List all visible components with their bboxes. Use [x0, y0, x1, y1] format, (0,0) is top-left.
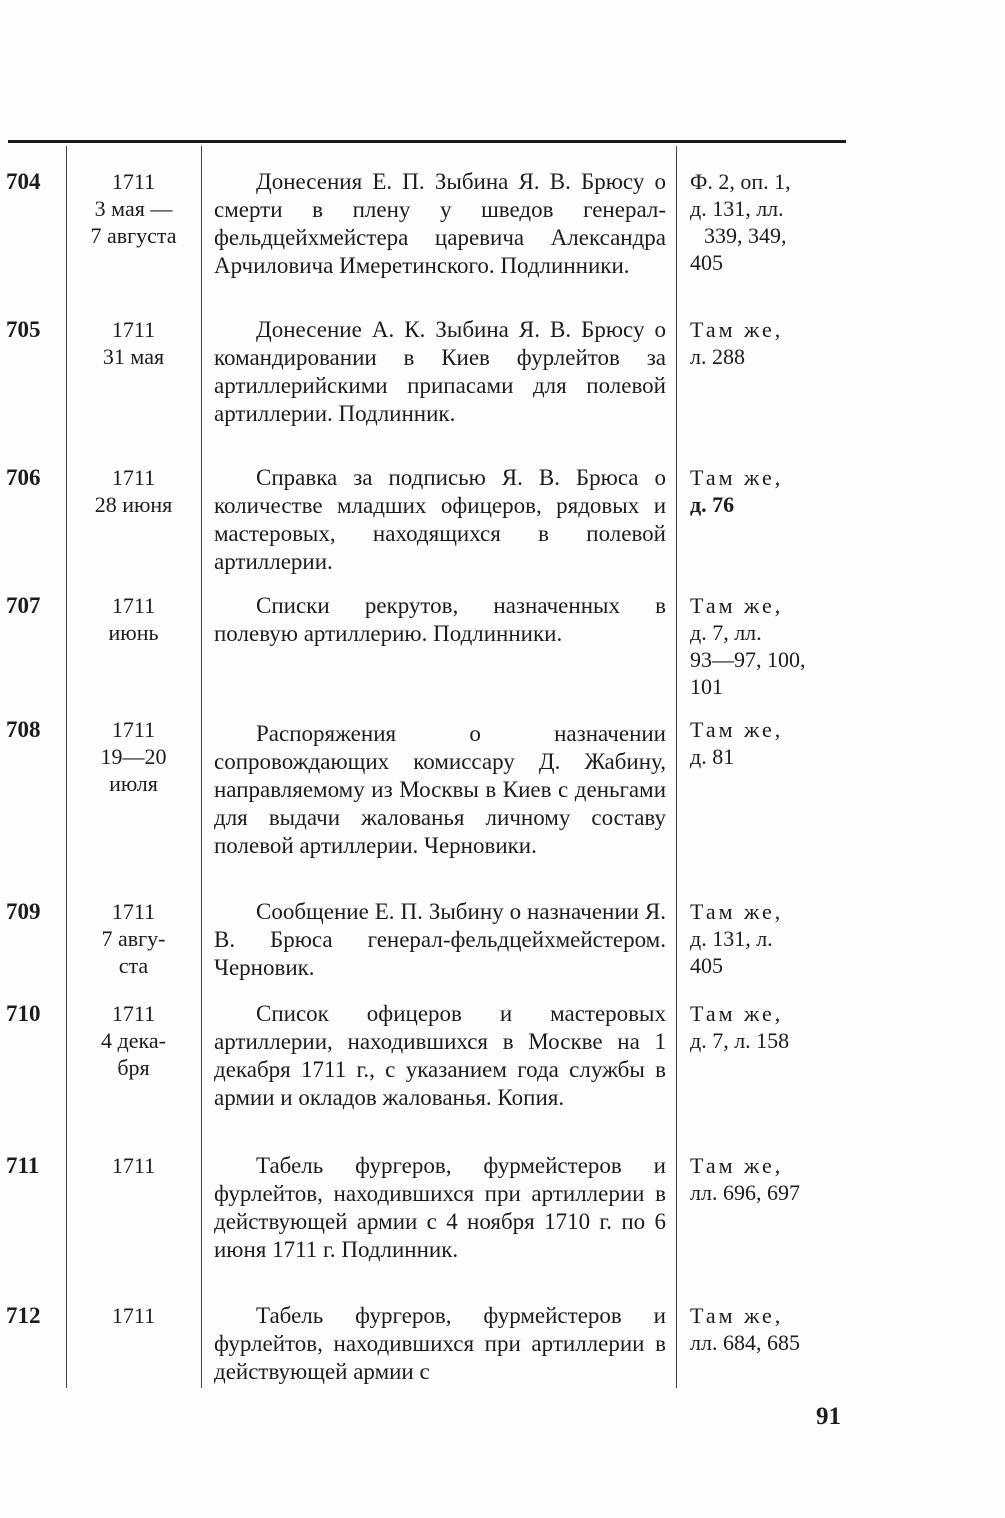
column-divider-date: [201, 146, 202, 1388]
entry-description: Списки рекрутов, назначенных в полевую артиллерию. Подлинники.: [214, 593, 666, 646]
entry-number: 707: [6, 593, 41, 618]
entry-number: 712: [6, 1303, 41, 1328]
entry-date: 1711 7 авгу- ста: [101, 899, 166, 978]
entry-reference: Там же, д. 81: [690, 717, 784, 769]
entry-date: 1711 3 мая — 7 августа: [90, 169, 177, 248]
top-rule: [8, 140, 846, 143]
entry-number: 710: [6, 1001, 41, 1026]
entry-description: Сообщение Е. П. Зыбину о назначении Я. В. Брюса генерал-фельдцейхмейстером. Черновик.: [214, 899, 666, 980]
entry-description: Распоряжения о назначении сопровождающих комиссару Д. Жабину, направляемому из Москвы в Киев с деньгами для выдачи жалованья личному составу полевой артиллерии. Черновики.: [214, 721, 666, 858]
entry-reference: Там же, лл. 684, 685: [690, 1303, 800, 1355]
entry-number: 704: [6, 169, 41, 194]
entry-description: Справка за подписью Я. В. Брюса о количестве младших офицеров, рядовых и мастеровых, находящихся в полевой артиллерии.: [214, 465, 666, 574]
entry-description: Табель фургеров, фурмейстеров и фурлейтов, находившихся при артиллерии в действующей армии с 4 ноября 1710 г. по 6 июня 1711 г. Подлинник.: [214, 1153, 666, 1262]
entry-reference: Ф. 2, оп. 1, д. 131, лл. 339, 349, 405: [690, 169, 791, 275]
entry-number: 705: [6, 317, 41, 342]
entry-date: 1711 28 июня: [94, 465, 173, 517]
entry-reference: Там же, д. 7, лл. 93—97, 100, 101: [690, 593, 806, 699]
entry-description: Табель фургеров, фурмейстеров и фурлейтов, находившихся при артиллерии в действующей армии с: [214, 1303, 666, 1384]
entry-number: 706: [6, 465, 41, 490]
page-number: 91: [816, 1403, 841, 1430]
entry-reference: Там же, д. 76: [690, 465, 784, 517]
entry-date: 1711: [111, 1303, 156, 1328]
column-divider-number: [66, 146, 67, 1388]
entry-date: 1711 19—20 июля: [100, 717, 167, 796]
entry-reference: Там же, д. 7, л. 158: [690, 1001, 790, 1053]
entry-date: 1711 июнь: [108, 593, 159, 645]
entry-description: Донесения Е. П. Зыбина Я. В. Брюсу о смерти в плену у шведов генерал-фельдцейхмейстера царевича Александра Арчиловича Имеретинского. Подлинники.: [214, 169, 666, 278]
entry-date: 1711: [111, 1153, 156, 1178]
column-divider-reference: [676, 146, 677, 1388]
entry-reference: Там же, л. 288: [690, 317, 784, 369]
entry-description: Донесение А. К. Зыбина Я. В. Брюсу о командировании в Киев фурлейтов за артиллерийскими припасами для полевой артиллерии. Подлинник.: [214, 317, 666, 426]
entry-description: Список офицеров и мастеровых артиллерии, находившихся в Москве на 1 декабря 1711 г., с указанием года службы в армии и окладов жалованья. Копия.: [214, 1001, 666, 1110]
entry-reference: Там же, д. 131, л. 405: [690, 899, 784, 978]
entry-number: 708: [6, 717, 41, 742]
entry-date: 1711 4 дека- бря: [101, 1001, 166, 1080]
entry-number: 709: [6, 899, 41, 924]
entry-date: 1711 31 мая: [102, 317, 165, 369]
entry-number: 711: [6, 1153, 40, 1178]
entry-reference: Там же, лл. 696, 697: [690, 1153, 800, 1205]
